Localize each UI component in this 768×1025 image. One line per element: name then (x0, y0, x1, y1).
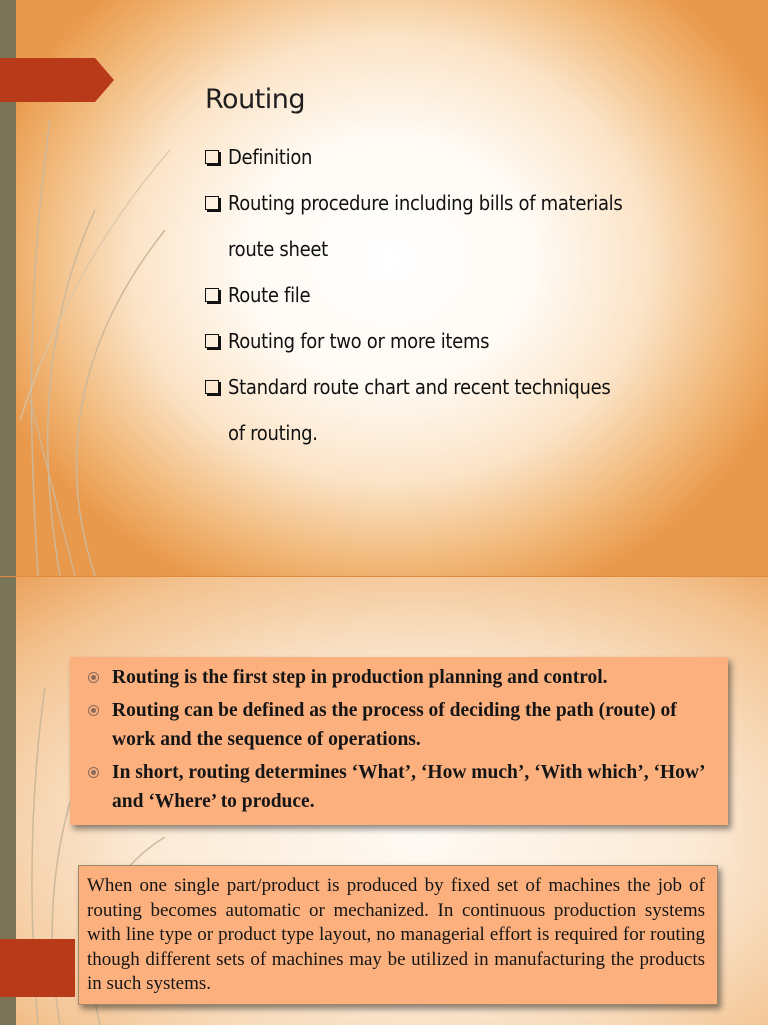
list-item (204, 318, 624, 364)
checkbox-bullet-icon (205, 380, 219, 394)
bullet-text: Routing can be defined as the process of deciding the path (route) of work and the sequence of operations. (112, 700, 677, 750)
checkbox-bullet-icon (205, 288, 219, 302)
circle-bullet-icon (88, 672, 99, 683)
bullet-text: In short, routing determines ‘What’, ‘How much’, ‘With which’, ‘How’ and ‘Where’ to produce. (112, 762, 705, 812)
list-item (86, 758, 710, 816)
explanation-paragraph: When one single part/product is produced by fixed set of machines the job of routing becomes automatic or mechanized. In continuous production systems with line type or product type layout, no managerial effort is required for routing though different sets of machines may be utilized in manufacturing the products in such systems. (87, 875, 705, 994)
checkbox-bullet-icon (205, 196, 219, 210)
list-item (204, 272, 624, 318)
definition-bullets (86, 663, 710, 816)
list-item (86, 696, 710, 754)
list-item-text: Route file (228, 283, 311, 307)
list-item-text: Standard route chart and recent techniques of routing. (228, 375, 611, 445)
checkbox-bullet-icon (205, 150, 219, 164)
list-item-text: Definition (228, 145, 313, 169)
circle-bullet-icon (88, 705, 99, 716)
list-item (204, 364, 624, 456)
list-item-text: Routing for two or more items (228, 329, 490, 353)
list-item-text: Routing procedure including bills of materials route sheet (228, 191, 623, 261)
explanation-box (78, 865, 718, 1005)
circle-bullet-icon (88, 767, 99, 778)
title-flag-shape (0, 58, 120, 168)
definition-box (70, 657, 728, 825)
list-item (204, 134, 624, 180)
list-item (86, 663, 710, 692)
slide-routing-definition (0, 576, 768, 1025)
checkbox-bullet-icon (205, 334, 219, 348)
list-item (204, 180, 624, 272)
footer-flag-shape (0, 939, 75, 997)
topic-list (204, 134, 624, 456)
bullet-text: Routing is the first step in production planning and control. (112, 667, 608, 688)
slide-title: Routing (205, 84, 306, 115)
